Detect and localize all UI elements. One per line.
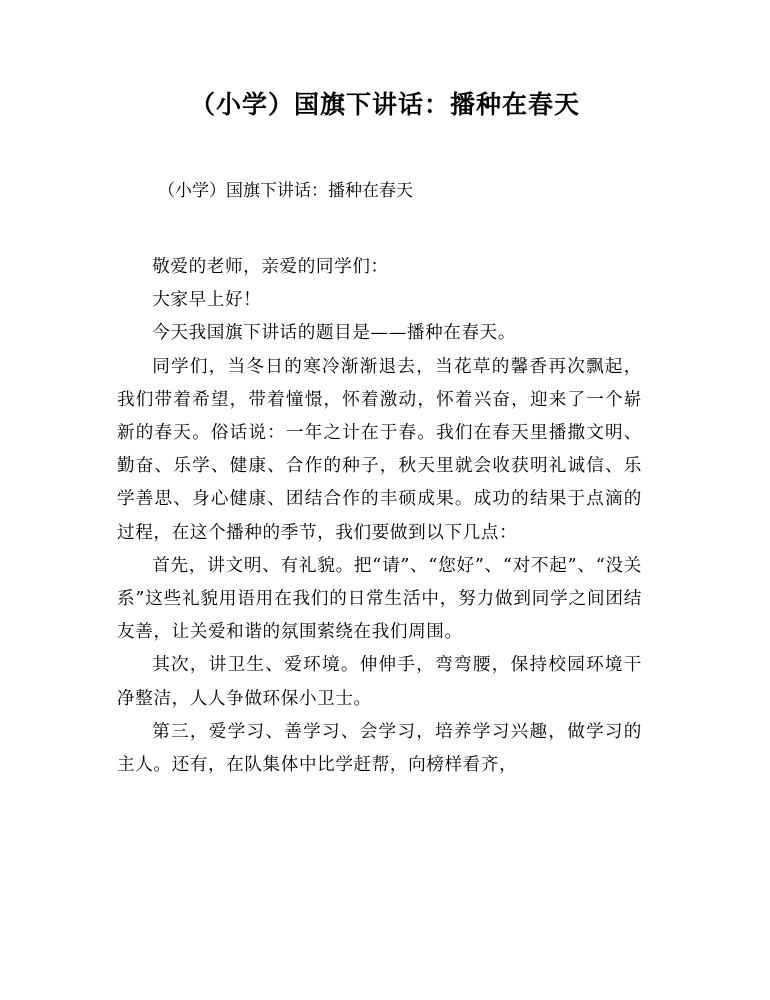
paragraph-greeting: 敬爱的老师，亲爱的同学们： [152, 257, 389, 277]
document-title: （小学）国旗下讲话：播种在春天 [189, 90, 580, 119]
paragraph-intro: 同学们，当冬日的寒冷渐渐退去，当花草的馨香再次飘起，我们带着希望，带着憧憬，怀着激动，怀着兴奋，迎来了一个崭新的春天。俗话说：一年之计在于春。我们在春天里播撒文明、勤奋、乐学、健康、合作的种子，秋天里就会收获明礼诚信、乐学善思、身心健康、团结合作的丰硕成果。成功的结果于点滴的过程，在这个播种的季节，我们要做到以下几点： [117, 356, 642, 543]
paragraph-topic: 今天我国旗下讲话的题目是——播种在春天。 [152, 323, 517, 344]
document-body [117, 251, 642, 782]
paragraph-third-point: 第三，爱学习、善学习、会学习，培养学习兴趣，做学习的主人。还有，在队集体中比学赶帮，向榜样看齐， [117, 721, 642, 776]
document-subtitle: （小学）国旗下讲话：播种在春天 [158, 181, 413, 201]
paragraph-good-morning: 大家早上好！ [152, 290, 262, 311]
paragraph-first-point: 首先，讲文明、有礼貌。把“请”、“您好”、“对不起”、“没关系”这些礼貌用语用在我们的日常生活中，努力做到同学之间团结友善，让关爱和谐的氛围萦绕在我们周围。 [117, 555, 642, 643]
paragraph-second-point: 其次，讲卫生、爱环境。伸伸手，弯弯腰，保持校园环境干净整洁，人人争做环保小卫士。 [117, 655, 642, 709]
